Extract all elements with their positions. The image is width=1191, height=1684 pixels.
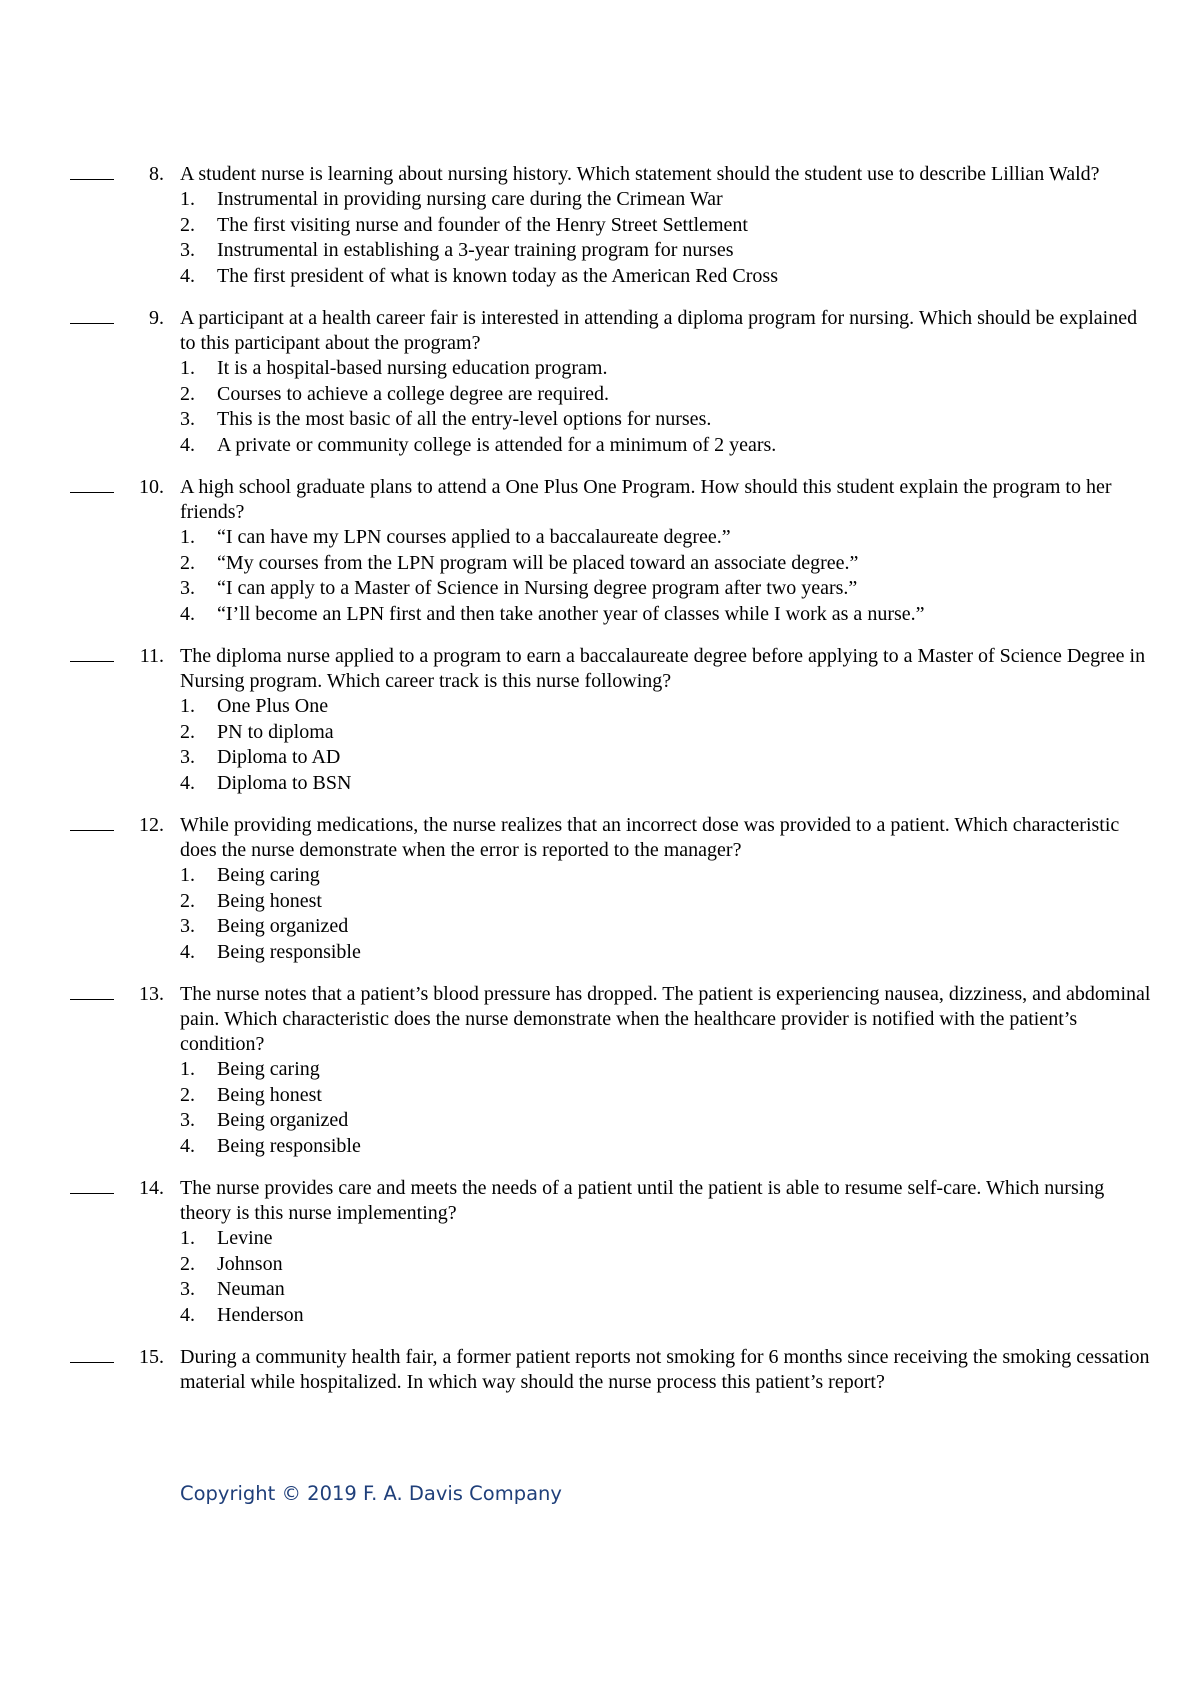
option-text: “I’ll become an LPN first and then take another year of classes while I work as a nurse.” [217, 602, 925, 625]
option-text: “I can apply to a Master of Science in Nursing degree program after two years.” [217, 577, 858, 599]
option-number: 1. [180, 864, 195, 886]
question-item [0, 982, 1191, 1159]
answer-option [180, 863, 1191, 889]
answer-options [180, 694, 1191, 796]
option-number: 4. [180, 602, 195, 625]
answer-blank[interactable] [70, 661, 114, 662]
answer-option [180, 382, 1191, 408]
answer-option [180, 187, 1191, 213]
option-number: 1. [180, 188, 195, 210]
question-text: A participant at a health career fair is interested in attending a diploma program for nursing. Which should be explained to this participant about the program? [180, 307, 1138, 354]
question-number: 15. [139, 1346, 164, 1368]
question-number: 11. [139, 645, 164, 667]
copyright-notice: Copyright © 2019 F. A. Davis Company [180, 1482, 562, 1505]
answer-options [180, 525, 1191, 627]
option-number: 3. [180, 915, 195, 937]
option-text: Being honest [217, 889, 322, 912]
answer-blank[interactable] [70, 1193, 114, 1194]
question-item [0, 813, 1191, 965]
option-text: Levine [217, 1227, 273, 1249]
answer-option [180, 720, 1191, 746]
answer-options [180, 356, 1191, 458]
option-text: Diploma to BSN [217, 771, 352, 794]
answer-option [180, 602, 1191, 628]
question-number: 14. [139, 1177, 164, 1199]
option-text: Being caring [217, 864, 320, 886]
answer-option [180, 1108, 1191, 1134]
answer-option [180, 745, 1191, 771]
option-text: Instrumental in providing nursing care during the Crimean War [217, 188, 723, 210]
question-number: 9. [149, 307, 164, 329]
option-text: Courses to achieve a college degree are required. [217, 382, 610, 405]
answer-option [180, 1277, 1191, 1303]
option-text: It is a hospital-based nursing education program. [217, 357, 608, 379]
option-number: 4. [180, 264, 195, 287]
answer-options [180, 1057, 1191, 1159]
question-text: The diploma nurse applied to a program to earn a baccalaureate degree before applying to a Master of Science Degree in Nursing program. Which career track is this nurse following? [180, 645, 1146, 692]
question-item [0, 644, 1191, 796]
answer-option [180, 356, 1191, 382]
option-text: Being responsible [217, 1134, 361, 1157]
question-text: The nurse notes that a patient’s blood pressure has dropped. The patient is experiencing nausea, dizziness, and abdominal pain. Which characteristic does the nurse demonstrate when the healthcare provider is notified with the patient’s condition? [180, 983, 1151, 1055]
answer-option [180, 1303, 1191, 1329]
option-number: 1. [180, 1058, 195, 1080]
option-text: Being organized [217, 1109, 349, 1131]
answer-option [180, 1057, 1191, 1083]
option-number: 2. [180, 213, 195, 236]
answer-option [180, 940, 1191, 966]
answer-option [180, 407, 1191, 433]
answer-option [180, 264, 1191, 290]
question-item [0, 1345, 1191, 1395]
answer-blank[interactable] [70, 492, 114, 493]
option-text: PN to diploma [217, 720, 334, 743]
answer-blank[interactable] [70, 323, 114, 324]
answer-option [180, 694, 1191, 720]
answer-option [180, 1226, 1191, 1252]
answer-option [180, 1134, 1191, 1160]
option-number: 3. [180, 577, 195, 599]
option-number: 2. [180, 889, 195, 912]
option-text: The first president of what is known today as the American Red Cross [217, 264, 778, 287]
answer-option [180, 1252, 1191, 1278]
question-item [0, 306, 1191, 458]
option-text: Henderson [217, 1303, 304, 1326]
answer-option [180, 525, 1191, 551]
option-number: 1. [180, 526, 195, 548]
question-text: A high school graduate plans to attend a One Plus One Program. How should this student explain the program to her friends? [180, 476, 1112, 523]
answer-option [180, 1083, 1191, 1109]
option-number: 1. [180, 357, 195, 379]
option-number: 4. [180, 771, 195, 794]
answer-option [180, 238, 1191, 264]
option-number: 3. [180, 408, 195, 430]
option-text: The first visiting nurse and founder of the Henry Street Settlement [217, 213, 748, 236]
option-number: 4. [180, 1134, 195, 1157]
question-number: 13. [139, 983, 164, 1005]
question-number: 8. [149, 163, 164, 185]
answer-blank[interactable] [70, 830, 114, 831]
answer-options [180, 187, 1191, 289]
option-text: Johnson [217, 1252, 283, 1275]
option-text: Being organized [217, 915, 349, 937]
option-number: 2. [180, 720, 195, 743]
answer-blank[interactable] [70, 999, 114, 1000]
option-text: Diploma to AD [217, 746, 341, 768]
option-text: A private or community college is attended for a minimum of 2 years. [217, 433, 777, 456]
answer-option [180, 771, 1191, 797]
option-number: 3. [180, 1278, 195, 1300]
question-text: While providing medications, the nurse realizes that an incorrect dose was provided to a patient. Which characteristic does the nurse demonstrate when the error is reported to the manager? [180, 814, 1120, 861]
answer-blank[interactable] [70, 1362, 114, 1363]
question-text: The nurse provides care and meets the needs of a patient until the patient is able to resume self-care. Which nursing theory is this nurse implementing? [180, 1177, 1105, 1224]
option-text: Being caring [217, 1058, 320, 1080]
option-number: 1. [180, 1227, 195, 1249]
question-number: 10. [139, 476, 164, 498]
option-text: One Plus One [217, 695, 329, 717]
answer-option [180, 889, 1191, 915]
option-text: Being responsible [217, 940, 361, 963]
question-item [0, 475, 1191, 627]
question-item [0, 162, 1191, 289]
option-number: 1. [180, 695, 195, 717]
option-text: “I can have my LPN courses applied to a baccalaureate degree.” [217, 526, 731, 548]
option-number: 2. [180, 1252, 195, 1275]
question-list [0, 162, 1191, 1412]
question-number: 12. [139, 814, 164, 836]
option-number: 2. [180, 551, 195, 574]
answer-option [180, 576, 1191, 602]
question-text: A student nurse is learning about nursing history. Which statement should the student use to describe Lillian Wald? [180, 163, 1100, 185]
option-number: 3. [180, 1109, 195, 1131]
answer-option [180, 433, 1191, 459]
option-number: 4. [180, 433, 195, 456]
option-text: This is the most basic of all the entry-level options for nurses. [217, 408, 712, 430]
option-text: Being honest [217, 1083, 322, 1106]
option-text: Instrumental in establishing a 3-year training program for nurses [217, 239, 734, 261]
answer-options [180, 863, 1191, 965]
answer-blank[interactable] [70, 179, 114, 180]
option-number: 4. [180, 940, 195, 963]
option-text: “My courses from the LPN program will be placed toward an associate degree.” [217, 551, 859, 574]
answer-options [180, 1226, 1191, 1328]
option-number: 3. [180, 239, 195, 261]
question-item [0, 1176, 1191, 1328]
answer-option [180, 551, 1191, 577]
answer-option [180, 914, 1191, 940]
option-number: 2. [180, 382, 195, 405]
question-text: During a community health fair, a former patient reports not smoking for 6 months since receiving the smoking cessation material while hospitalized. In which way should the nurse process this patient’s report? [180, 1346, 1150, 1393]
option-text: Neuman [217, 1278, 285, 1300]
option-number: 3. [180, 746, 195, 768]
option-number: 2. [180, 1083, 195, 1106]
answer-option [180, 213, 1191, 239]
option-number: 4. [180, 1303, 195, 1326]
